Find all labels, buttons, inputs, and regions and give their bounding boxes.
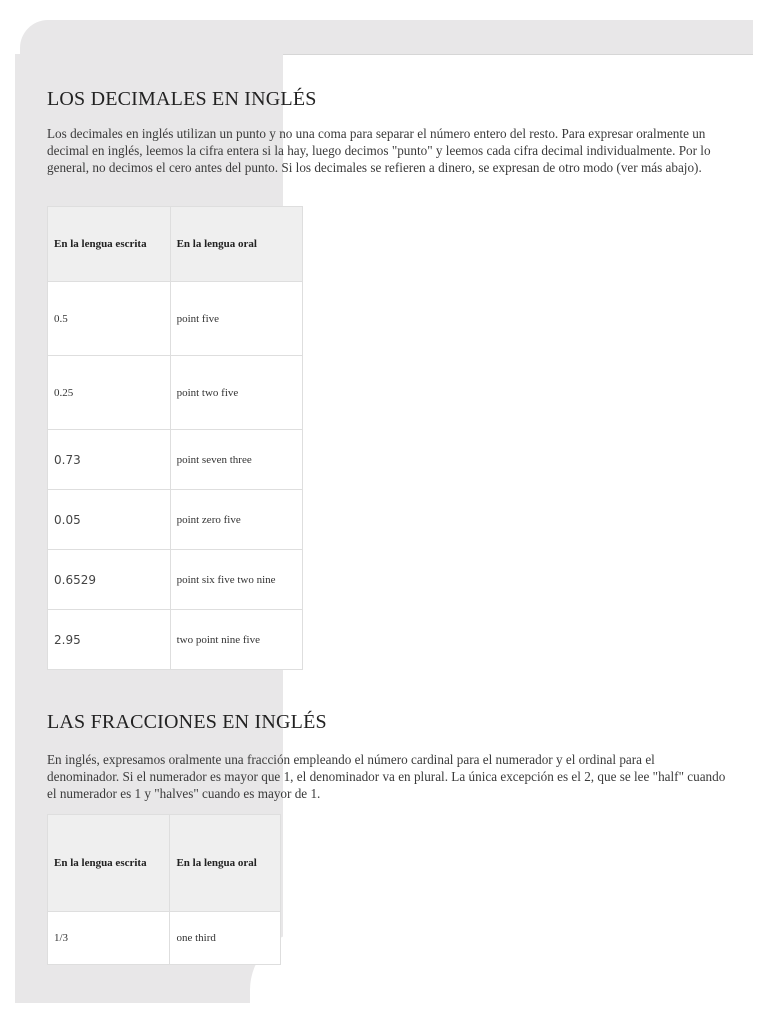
table-row xyxy=(48,282,303,356)
cell-written: 0.5 xyxy=(48,282,171,356)
section-title-fracciones: LAS FRACCIONES EN INGLÉS xyxy=(47,711,327,733)
section-intro-fracciones: En inglés, expresamos oralmente una fracción empleando el número cardinal para el numerador y el ordinal para el denominador. Si el numerador es mayor que 1, el denominador va en plural. La única excepción es el 2, que se lee "half" cuando el numerador es 1 y "halves" cuando es mayor de 1. xyxy=(47,752,726,801)
section-title-decimales: LOS DECIMALES EN INGLÉS xyxy=(47,88,317,110)
section-intro-decimales: Los decimales en inglés utilizan un punto y no una coma para separar el número entero del resto. Para expresar oralmente un decimal en inglés, leemos la cifra entera si la hay, luego decimos "punto" y leemos cada cifra decimal individualmente. Por lo general, no decimos el cero antes del punto. Si los decimales se refieren a dinero, se expresan de otro modo (ver más abajo). xyxy=(47,126,711,175)
cell-spoken: point seven three xyxy=(170,430,302,490)
table-row xyxy=(48,610,303,670)
cell-written: 0.25 xyxy=(48,356,171,430)
decimales-table xyxy=(47,206,303,670)
column-header-spoken: En la lengua oral xyxy=(170,815,281,912)
cell-spoken: one third xyxy=(170,912,281,965)
cell-spoken: point two five xyxy=(170,356,302,430)
cell-spoken: point zero five xyxy=(170,490,302,550)
table-row xyxy=(48,490,303,550)
cell-written: 0.05 xyxy=(48,490,171,550)
table-row xyxy=(48,356,303,430)
cell-spoken: point five xyxy=(170,282,302,356)
table-row xyxy=(48,430,303,490)
table-header-row xyxy=(48,207,303,282)
cell-written: 0.73 xyxy=(48,430,171,490)
cell-written: 2.95 xyxy=(48,610,171,670)
table-row xyxy=(48,912,281,965)
cell-written: 0.6529 xyxy=(48,550,171,610)
column-header-written: En la lengua escrita xyxy=(48,815,170,912)
cell-spoken: point six five two nine xyxy=(170,550,302,610)
column-header-written: En la lengua escrita xyxy=(48,207,171,282)
table-header-row xyxy=(48,815,281,912)
cell-written: 1/3 xyxy=(48,912,170,965)
column-header-spoken: En la lengua oral xyxy=(170,207,302,282)
fracciones-table xyxy=(47,814,281,965)
cell-spoken: two point nine five xyxy=(170,610,302,670)
table-row xyxy=(48,550,303,610)
